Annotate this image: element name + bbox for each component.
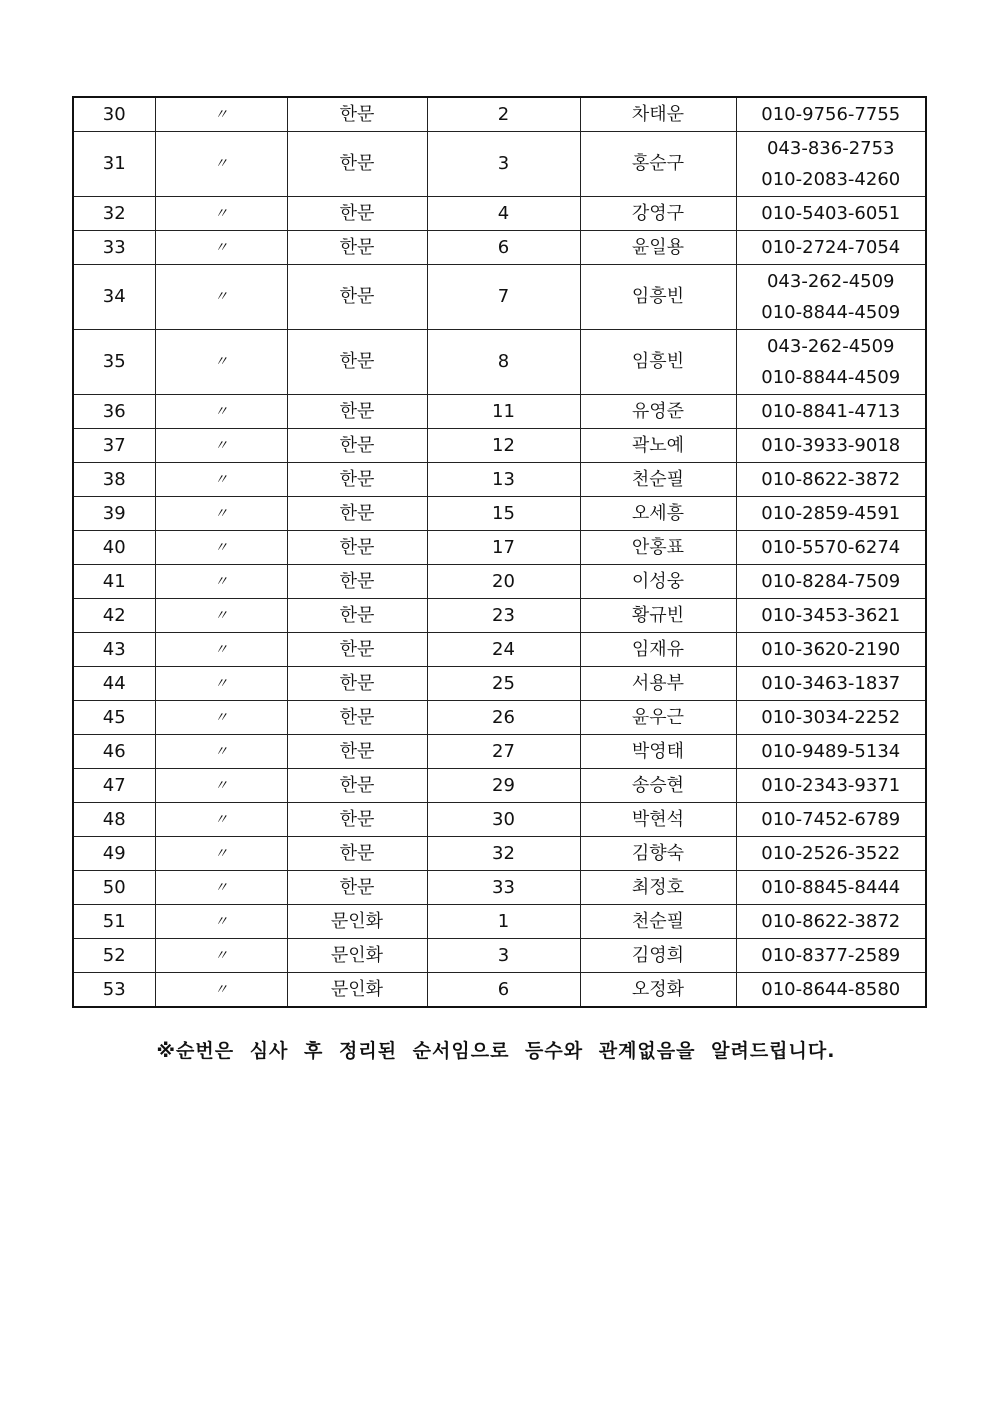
table-row: [73, 735, 926, 769]
phone-number: 010-3463-1837: [761, 673, 901, 694]
table-row: [73, 973, 926, 1008]
row-number-cell: 30: [73, 97, 155, 132]
category-cell: 한문: [287, 769, 427, 803]
category-cell: 한문: [287, 395, 427, 429]
row-number-cell: 53: [73, 973, 155, 1008]
table-row: [73, 803, 926, 837]
phone-cell: [736, 197, 926, 231]
name-cell: 홍순구: [580, 132, 736, 197]
ditto-mark-cell: 〃: [155, 701, 287, 735]
table-row: [73, 769, 926, 803]
phone-number: 010-3620-2190: [761, 639, 901, 660]
entry-number-cell: 8: [427, 330, 580, 395]
entry-number-cell: 13: [427, 463, 580, 497]
phone-cell: [736, 803, 926, 837]
table-row: [73, 837, 926, 871]
category-cell: 한문: [287, 197, 427, 231]
name-cell: 윤일용: [580, 231, 736, 265]
phone-number: 010-5403-6051: [761, 203, 901, 224]
table-row: [73, 939, 926, 973]
table-row: [73, 531, 926, 565]
name-cell: 박영태: [580, 735, 736, 769]
category-cell: 한문: [287, 803, 427, 837]
row-number-cell: 47: [73, 769, 155, 803]
name-cell: 송승현: [580, 769, 736, 803]
entry-number-cell: 23: [427, 599, 580, 633]
category-cell: 한문: [287, 132, 427, 197]
name-cell: 박현석: [580, 803, 736, 837]
ditto-mark-cell: 〃: [155, 531, 287, 565]
name-cell: 천순필: [580, 463, 736, 497]
ditto-mark-cell: 〃: [155, 939, 287, 973]
entry-number-cell: 4: [427, 197, 580, 231]
entry-number-cell: 26: [427, 701, 580, 735]
name-cell: 곽노예: [580, 429, 736, 463]
name-cell: 임흥빈: [580, 265, 736, 330]
row-number-cell: 38: [73, 463, 155, 497]
name-cell: 강영구: [580, 197, 736, 231]
row-number-cell: 48: [73, 803, 155, 837]
roster-table-body: [73, 97, 926, 1007]
category-cell: 한문: [287, 330, 427, 395]
phone-cell: [736, 905, 926, 939]
name-cell: 임재유: [580, 633, 736, 667]
category-cell: 한문: [287, 497, 427, 531]
category-cell: 한문: [287, 735, 427, 769]
phone-number: 010-8844-4509: [761, 367, 901, 388]
table-row: [73, 599, 926, 633]
entry-number-cell: 3: [427, 132, 580, 197]
category-cell: 한문: [287, 265, 427, 330]
row-number-cell: 35: [73, 330, 155, 395]
category-cell: 한문: [287, 463, 427, 497]
name-cell: 김영희: [580, 939, 736, 973]
table-row: [73, 395, 926, 429]
name-cell: 임흥빈: [580, 330, 736, 395]
row-number-cell: 43: [73, 633, 155, 667]
phone-cell: [736, 973, 926, 1008]
ditto-mark-cell: 〃: [155, 735, 287, 769]
phone-number: 010-8841-4713: [761, 401, 901, 422]
phone-cell: [736, 837, 926, 871]
phone-number: 010-5570-6274: [761, 537, 901, 558]
category-cell: 한문: [287, 871, 427, 905]
row-number-cell: 49: [73, 837, 155, 871]
ditto-mark-cell: 〃: [155, 837, 287, 871]
name-cell: 안홍표: [580, 531, 736, 565]
phone-cell: [736, 599, 926, 633]
ditto-mark-cell: 〃: [155, 395, 287, 429]
row-number-cell: 42: [73, 599, 155, 633]
phone-cell: [736, 667, 926, 701]
phone-cell: [736, 231, 926, 265]
table-row: [73, 231, 926, 265]
phone-cell: [736, 565, 926, 599]
name-cell: 이성웅: [580, 565, 736, 599]
category-cell: 한문: [287, 429, 427, 463]
ditto-mark-cell: 〃: [155, 599, 287, 633]
entry-number-cell: 24: [427, 633, 580, 667]
phone-number: 010-8284-7509: [761, 571, 901, 592]
phone-cell: [736, 330, 926, 395]
phone-cell: [736, 701, 926, 735]
table-row: [73, 265, 926, 330]
entry-number-cell: 17: [427, 531, 580, 565]
ditto-mark-cell: 〃: [155, 463, 287, 497]
category-cell: 문인화: [287, 939, 427, 973]
phone-cell: [736, 97, 926, 132]
row-number-cell: 44: [73, 667, 155, 701]
roster-table: [72, 96, 927, 1008]
table-row: [73, 429, 926, 463]
phone-number: 043-836-2753: [766, 138, 895, 159]
entry-number-cell: 11: [427, 395, 580, 429]
name-cell: 윤우근: [580, 701, 736, 735]
phone-cell: [736, 463, 926, 497]
phone-cell: [736, 633, 926, 667]
entry-number-cell: 6: [427, 973, 580, 1008]
ditto-mark-cell: 〃: [155, 803, 287, 837]
phone-number: 043-262-4509: [766, 336, 895, 357]
ditto-mark-cell: 〃: [155, 565, 287, 599]
category-cell: 한문: [287, 565, 427, 599]
phone-number: 010-2083-4260: [761, 169, 901, 190]
phone-number: 010-9489-5134: [761, 741, 901, 762]
phone-number: 010-9756-7755: [761, 104, 901, 125]
entry-number-cell: 15: [427, 497, 580, 531]
entry-number-cell: 30: [427, 803, 580, 837]
row-number-cell: 45: [73, 701, 155, 735]
table-row: [73, 132, 926, 197]
ditto-mark-cell: 〃: [155, 905, 287, 939]
phone-cell: [736, 871, 926, 905]
phone-cell: [736, 939, 926, 973]
row-number-cell: 37: [73, 429, 155, 463]
phone-number: 010-8844-4509: [761, 302, 901, 323]
phone-number: 043-262-4509: [766, 271, 895, 292]
row-number-cell: 40: [73, 531, 155, 565]
name-cell: 오정화: [580, 973, 736, 1008]
name-cell: 차태운: [580, 97, 736, 132]
name-cell: 김향숙: [580, 837, 736, 871]
entry-number-cell: 33: [427, 871, 580, 905]
name-cell: 천순필: [580, 905, 736, 939]
phone-number: 010-2343-9371: [761, 775, 901, 796]
category-cell: 한문: [287, 531, 427, 565]
table-row: [73, 565, 926, 599]
table-row: [73, 463, 926, 497]
ditto-mark-cell: 〃: [155, 769, 287, 803]
row-number-cell: 32: [73, 197, 155, 231]
entry-number-cell: 27: [427, 735, 580, 769]
phone-number: 010-3933-9018: [761, 435, 901, 456]
phone-number: 010-3034-2252: [761, 707, 901, 728]
row-number-cell: 31: [73, 132, 155, 197]
category-cell: 한문: [287, 667, 427, 701]
ditto-mark-cell: 〃: [155, 633, 287, 667]
row-number-cell: 39: [73, 497, 155, 531]
entry-number-cell: 6: [427, 231, 580, 265]
row-number-cell: 51: [73, 905, 155, 939]
phone-cell: [736, 735, 926, 769]
name-cell: 오세흥: [580, 497, 736, 531]
phone-number: 010-8845-8444: [761, 877, 901, 898]
phone-cell: [736, 531, 926, 565]
phone-cell: [736, 395, 926, 429]
phone-number: 010-8377-2589: [761, 945, 901, 966]
phone-number: 010-3453-3621: [761, 605, 901, 626]
ditto-mark-cell: 〃: [155, 667, 287, 701]
ditto-mark-cell: 〃: [155, 265, 287, 330]
table-row: [73, 701, 926, 735]
phone-number: 010-7452-6789: [761, 809, 901, 830]
table-row: [73, 97, 926, 132]
footnote: ※순번은 심사 후 정리된 순서임으로 등수와 관계없음을 알려드립니다.: [156, 1040, 836, 1062]
category-cell: 한문: [287, 599, 427, 633]
table-row: [73, 330, 926, 395]
phone-number: 010-2526-3522: [761, 843, 901, 864]
entry-number-cell: 1: [427, 905, 580, 939]
entry-number-cell: 20: [427, 565, 580, 599]
phone-number: 010-8644-8580: [761, 979, 901, 1000]
entry-number-cell: 25: [427, 667, 580, 701]
phone-cell: [736, 497, 926, 531]
phone-cell: [736, 429, 926, 463]
ditto-mark-cell: 〃: [155, 132, 287, 197]
entry-number-cell: 3: [427, 939, 580, 973]
entry-number-cell: 29: [427, 769, 580, 803]
phone-cell: [736, 769, 926, 803]
ditto-mark-cell: 〃: [155, 330, 287, 395]
name-cell: 유영준: [580, 395, 736, 429]
category-cell: 문인화: [287, 973, 427, 1008]
ditto-mark-cell: 〃: [155, 973, 287, 1008]
category-cell: 한문: [287, 837, 427, 871]
ditto-mark-cell: 〃: [155, 197, 287, 231]
phone-cell: [736, 132, 926, 197]
table-row: [73, 197, 926, 231]
row-number-cell: 33: [73, 231, 155, 265]
table-row: [73, 871, 926, 905]
entry-number-cell: 12: [427, 429, 580, 463]
category-cell: 한문: [287, 701, 427, 735]
table-row: [73, 633, 926, 667]
name-cell: 황규빈: [580, 599, 736, 633]
category-cell: 한문: [287, 231, 427, 265]
category-cell: 한문: [287, 97, 427, 132]
phone-number: 010-2859-4591: [761, 503, 901, 524]
ditto-mark-cell: 〃: [155, 497, 287, 531]
category-cell: 문인화: [287, 905, 427, 939]
entry-number-cell: 32: [427, 837, 580, 871]
phone-number: 010-8622-3872: [761, 469, 901, 490]
table-row: [73, 905, 926, 939]
row-number-cell: 46: [73, 735, 155, 769]
row-number-cell: 36: [73, 395, 155, 429]
row-number-cell: 50: [73, 871, 155, 905]
row-number-cell: 52: [73, 939, 155, 973]
ditto-mark-cell: 〃: [155, 429, 287, 463]
ditto-mark-cell: 〃: [155, 871, 287, 905]
phone-number: 010-8622-3872: [761, 911, 901, 932]
ditto-mark-cell: 〃: [155, 231, 287, 265]
entry-number-cell: 2: [427, 97, 580, 132]
ditto-mark-cell: 〃: [155, 97, 287, 132]
name-cell: 서용부: [580, 667, 736, 701]
phone-number: 010-2724-7054: [761, 237, 901, 258]
category-cell: 한문: [287, 633, 427, 667]
entry-number-cell: 7: [427, 265, 580, 330]
row-number-cell: 34: [73, 265, 155, 330]
table-row: [73, 667, 926, 701]
table-row: [73, 497, 926, 531]
name-cell: 최정호: [580, 871, 736, 905]
phone-cell: [736, 265, 926, 330]
row-number-cell: 41: [73, 565, 155, 599]
